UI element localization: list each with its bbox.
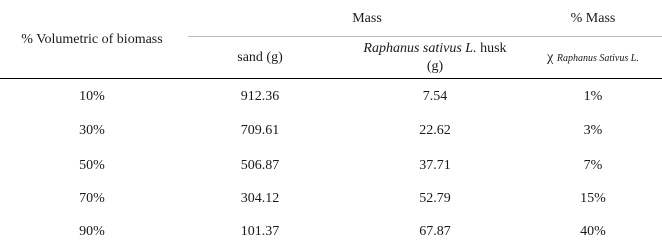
header-chi [524, 50, 662, 67]
header-bottom-rule [0, 78, 662, 79]
cell-volumetric: 10% [79, 89, 105, 104]
cell-pct-mass: 15% [580, 191, 606, 206]
cell-sand: 506.87 [240, 158, 280, 173]
cell-volumetric: 70% [79, 191, 105, 206]
cell-volumetric: 50% [79, 158, 105, 173]
cell-pct-mass: 3% [583, 123, 603, 138]
cell-pct-mass: 40% [580, 224, 606, 239]
header-husk [328, 41, 542, 57]
header-husk-unit: (g) [426, 59, 444, 74]
chi-symbol: χ [547, 50, 554, 65]
cell-sand: 304.12 [240, 191, 280, 206]
cell-pct-mass: 1% [583, 89, 603, 104]
cell-sand: 709.61 [240, 123, 280, 138]
cell-volumetric: 90% [79, 224, 105, 239]
cell-husk: 22.62 [419, 123, 451, 138]
header-pct-mass-group: % Mass [570, 11, 616, 26]
header-volumetric: % Volumetric of biomass [21, 32, 163, 47]
cell-husk: 37.71 [419, 158, 451, 173]
header-group-rule [188, 36, 662, 37]
header-mass-group: Mass [352, 11, 382, 26]
header-husk-word: husk [476, 41, 507, 56]
cell-pct-mass: 7% [583, 158, 603, 173]
cell-volumetric: 30% [79, 123, 105, 138]
cell-sand: 912.36 [240, 89, 280, 104]
cell-husk: 67.87 [419, 224, 451, 239]
cell-husk: 52.79 [419, 191, 451, 206]
cell-sand: 101.37 [240, 224, 280, 239]
header-husk-species: Raphanus sativus L. [363, 41, 477, 56]
cell-husk: 7.54 [422, 89, 448, 104]
chi-subscript: Raphanus Sativus L. [556, 53, 639, 64]
header-sand: sand (g) [237, 50, 283, 65]
